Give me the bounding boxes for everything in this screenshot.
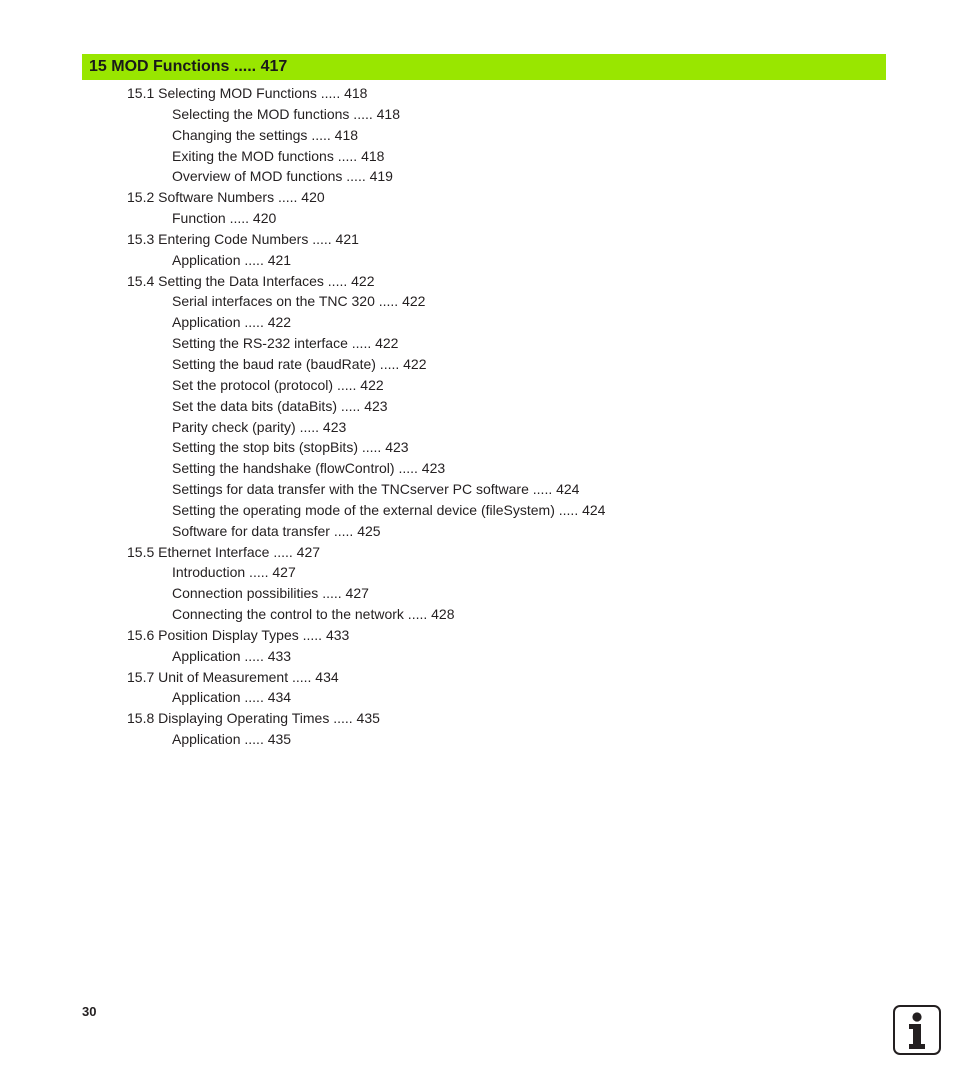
toc-subsection-entry[interactable]: Overview of MOD functions ..... 419	[172, 168, 393, 185]
toc-section-entry[interactable]: 15.3 Entering Code Numbers ..... 421	[127, 230, 359, 247]
toc-section-entry[interactable]: 15.5 Ethernet Interface ..... 427	[127, 543, 321, 560]
toc-subsection-entry[interactable]: Selecting the MOD functions ..... 418	[172, 105, 401, 122]
toc-section-entry[interactable]: 15.7 Unit of Measurement ..... 434	[127, 668, 339, 685]
toc-subsection-entry[interactable]: Setting the baud rate (baudRate) ..... 422	[172, 355, 427, 372]
toc-subsection-entry[interactable]: Connecting the control to the network ..... 428	[172, 606, 455, 623]
toc-subsection-entry[interactable]: Application ..... 434	[172, 689, 292, 706]
toc-subsection-entry[interactable]: Parity check (parity) ..... 423	[172, 418, 347, 435]
toc-subsection-entry[interactable]: Application ..... 422	[172, 314, 292, 331]
toc-subsection-entry[interactable]: Setting the RS-232 interface ..... 422	[172, 335, 399, 352]
toc-section-entry[interactable]: 15.1 Selecting MOD Functions ..... 418	[127, 85, 368, 101]
toc-subsection-entry[interactable]: Exiting the MOD functions ..... 418	[172, 147, 385, 164]
toc-subsection-entry[interactable]: Application ..... 421	[172, 251, 292, 268]
page-number: 30	[82, 1004, 97, 1019]
toc-subsection-entry[interactable]: Set the protocol (protocol) ..... 422	[172, 376, 384, 393]
toc-subsection-entry[interactable]: Function ..... 420	[172, 210, 277, 227]
table-of-contents	[0, 83, 954, 750]
toc-subsection-entry[interactable]: Application ..... 433	[172, 647, 292, 664]
toc-subsection-entry[interactable]: Setting the stop bits (stopBits) ..... 423	[172, 439, 409, 456]
toc-subsection-entry[interactable]: Set the data bits (dataBits) ..... 423	[172, 397, 388, 414]
toc-subsection-entry[interactable]: Setting the handshake (flowControl) ..... 423	[172, 460, 446, 477]
toc-section-entry[interactable]: 15.6 Position Display Types ..... 433	[127, 626, 350, 643]
chapter-heading: 15 MOD Functions ..... 417	[82, 54, 886, 80]
toc-subsection-entry[interactable]: Software for data transfer ..... 425	[172, 522, 381, 539]
toc-subsection-entry[interactable]: Introduction ..... 427	[172, 564, 296, 581]
toc-section-entry[interactable]: 15.4 Setting the Data Interfaces ..... 422	[127, 272, 375, 289]
toc-subsection-entry[interactable]: Changing the settings ..... 418	[172, 126, 359, 143]
toc-subsection-entry[interactable]: Application ..... 435	[172, 731, 292, 748]
info-icon	[893, 1005, 941, 1055]
toc-subsection-entry[interactable]: Settings for data transfer with the TNCserver PC software ..... 424	[172, 481, 580, 498]
toc-subsection-entry[interactable]: Setting the operating mode of the external device (fileSystem) ..... 424	[172, 501, 606, 518]
toc-section-entry[interactable]: 15.2 Software Numbers ..... 420	[127, 189, 325, 206]
toc-section-entry[interactable]: 15.8 Displaying Operating Times ..... 435	[127, 710, 380, 727]
toc-subsection-entry[interactable]: Serial interfaces on the TNC 320 ..... 422	[172, 293, 426, 310]
toc-subsection-entry[interactable]: Connection possibilities ..... 427	[172, 585, 369, 602]
